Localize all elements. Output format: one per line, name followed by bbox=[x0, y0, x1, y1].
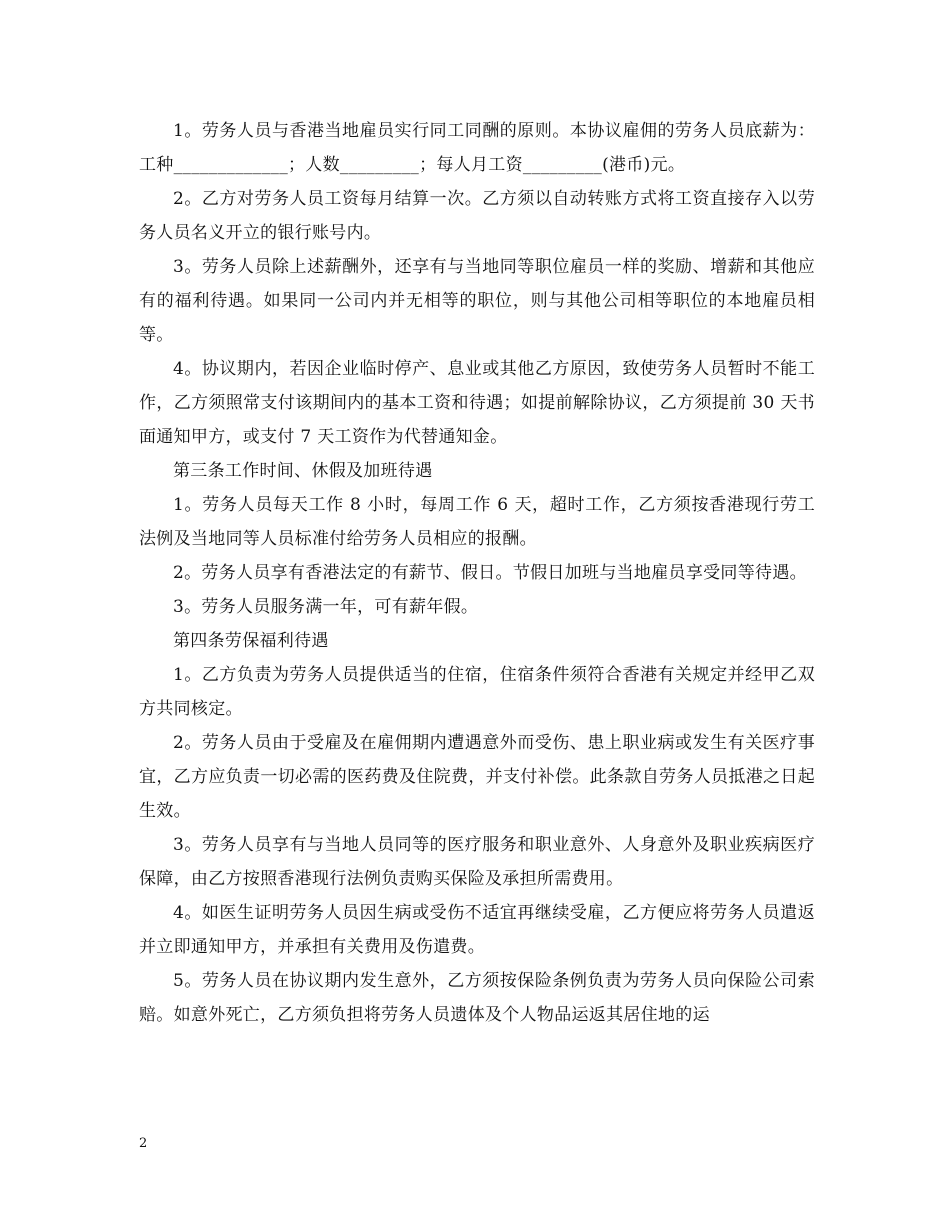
paragraph-accommodation: 1。乙方负责为劳务人员提供适当的住宿，住宿条件须符合香港有关规定并经甲乙双方共同核定。 bbox=[139, 665, 815, 719]
document-body bbox=[139, 114, 815, 1032]
paragraph-repatriation: 4。如医生证明劳务人员因生病或受伤不适宜再继续受雇，乙方便应将劳务人员遣返并立即通知甲方，并承担有关费用及伤遣费。 bbox=[139, 903, 815, 957]
paragraph-wage-settlement: 2。乙方对劳务人员工资每月结算一次。乙方须以自动转账方式将工资直接存入以劳务人员名义开立的银行账号内。 bbox=[139, 189, 815, 243]
paragraph-working-hours: 1。劳务人员每天工作 8 小时，每周工作 6 天，超时工作，乙方须按香港现行劳工法例及当地同等人员标准付给劳务人员相应的报酬。 bbox=[139, 495, 815, 549]
paragraph-suspension-pay: 4。协议期内，若因企业临时停产、息业或其他乙方原因，致使劳务人员暂时不能工作，乙方须照常支付该期间内的基本工资和待遇；如提前解除协议，乙方须提前 30 天书面通知甲方，或支付 7 天工资作为代替通知金。 bbox=[139, 359, 815, 447]
paragraph-benefits: 3。劳务人员除上述薪酬外，还享有与当地同等职位雇员一样的奖励、增薪和其他应有的福利待遇。如果同一公司内并无相等的职位，则与其他公司相等职位的本地雇员相等。 bbox=[139, 257, 815, 345]
paragraph-injury-medical: 2。劳务人员由于受雇及在雇佣期内遭遇意外而受伤、患上职业病或发生有关医疗事宜，乙方应负责一切必需的医药费及住院费，并支付补偿。此条款自劳务人员抵港之日起生效。 bbox=[139, 733, 815, 821]
paragraph-insurance: 3。劳务人员享有与当地人员同等的医疗服务和职业意外、人身意外及职业疾病医疗保障，由乙方按照香港现行法例负责购买保险及承担所需费用。 bbox=[139, 835, 815, 889]
paragraph-accident-claim: 5。劳务人员在协议期内发生意外，乙方须按保险条例负责为劳务人员向保险公司索赔。如意外死亡，乙方须负担将劳务人员遗体及个人物品运返其居住地的运 bbox=[139, 971, 815, 1025]
paragraph-holidays: 2。劳务人员享有香港法定的有薪节、假日。节假日加班与当地雇员享受同等待遇。 bbox=[173, 563, 807, 583]
paragraph-annual-leave: 3。劳务人员服务满一年，可有薪年假。 bbox=[173, 597, 479, 617]
section-heading-article-3: 第三条工作时间、休假及加班待遇 bbox=[173, 461, 433, 481]
paragraph-wage-principle: 1。劳务人员与香港当地雇员实行同工同酬的原则。本协议雇佣的劳务人员底薪为：工种_____________；人数_________；每人月工资_________(港币)元。 bbox=[139, 121, 815, 175]
section-heading-article-4: 第四条劳保福利待遇 bbox=[173, 631, 329, 651]
page-number: 2 bbox=[139, 1136, 148, 1151]
